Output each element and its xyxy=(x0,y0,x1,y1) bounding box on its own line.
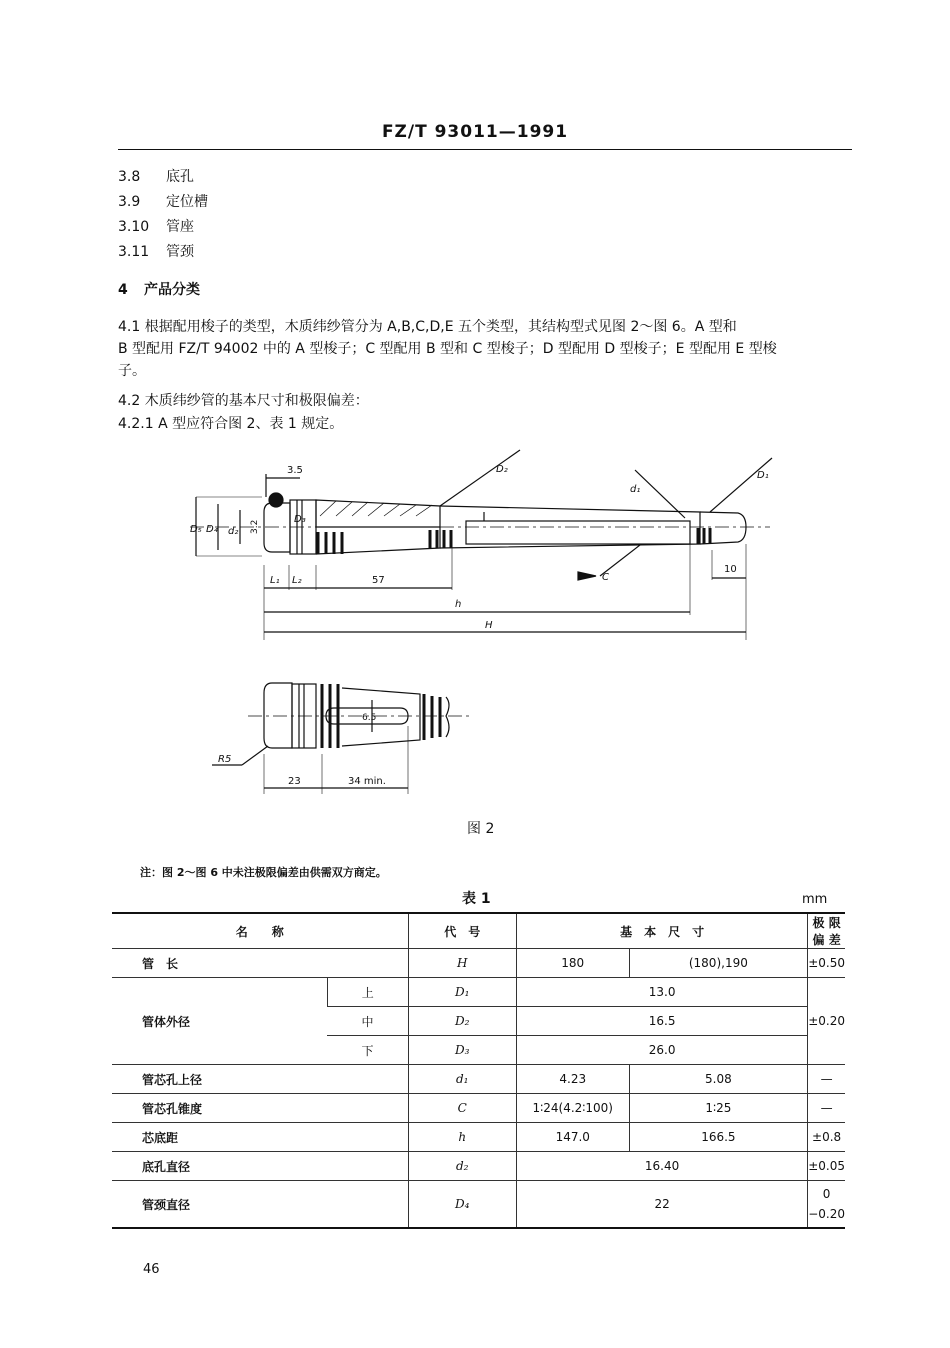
label-C: C xyxy=(602,572,609,583)
term-3-10: 3.10 管座 xyxy=(118,219,194,235)
term-3-8: 3.8 底孔 xyxy=(118,169,194,185)
label-D4: D₄ xyxy=(206,524,218,535)
paragraph-4-1-line-2: B 型配用 FZ/T 94002 中的 A 型梭子；C 型配用 B 型和 C 型梭子；D 型配用 D 型梭子；E 型配用 E 型梭 xyxy=(118,341,777,357)
figure-2-caption: 图 2 xyxy=(467,821,495,837)
label-dim-10: 10 xyxy=(724,564,737,575)
table-row: 下 D₃ 26.0 xyxy=(112,1036,845,1065)
label-dim-3-2: 3.2 xyxy=(250,519,260,534)
table-row: 底孔直径 d₂ 16.40 ±0.05 xyxy=(112,1152,845,1181)
label-d1: d₁ xyxy=(630,484,641,495)
label-h: h xyxy=(455,599,462,610)
term-3-11: 3.11 管颈 xyxy=(118,244,194,260)
label-D3: D₃ xyxy=(294,514,306,525)
label-D2: D₂ xyxy=(496,464,508,475)
label-L2: L₂ xyxy=(292,575,302,586)
label-H: H xyxy=(485,620,493,631)
header-name: 名 称 xyxy=(112,913,408,949)
paragraph-4-2-1: 4.2.1 A 型应符合图 2、表 1 规定。 xyxy=(118,416,344,432)
label-dim-6-5: 6.5 xyxy=(362,713,377,723)
paragraph-4-2: 4.2 木质纬纱管的基本尺寸和极限偏差： xyxy=(118,393,369,409)
table-1 xyxy=(112,912,845,1229)
table-row: 管芯孔上径 d₁ 4.23 5.08 — xyxy=(112,1065,845,1094)
table-row: 管 长 H 180 (180),190 ±0.50 xyxy=(112,949,845,978)
table-row: 中 D₂ 16.5 xyxy=(112,1007,845,1036)
header-tolerance: 极 限 偏 差 xyxy=(808,913,845,949)
table-1-title: 表 1 xyxy=(462,891,491,907)
label-R5: R5 xyxy=(218,754,232,765)
paragraph-4-1-line-3: 子。 xyxy=(118,363,146,379)
table-header-row xyxy=(112,913,845,949)
table-row: 管颈直径 D₄ 22 0 −0.20 xyxy=(112,1181,845,1229)
note: 注：图 2～图 6 中未注极限偏差由供需双方商定。 xyxy=(140,866,387,879)
standard-code-header: FZ/T 93011—1991 xyxy=(381,122,569,142)
label-dim-57: 57 xyxy=(372,575,385,586)
label-dim-34-min: 34 min. xyxy=(348,776,386,787)
neck-tolerance: 0 −0.20 xyxy=(808,1181,845,1229)
section-4-heading: 4 产品分类 xyxy=(118,282,200,298)
label-D5: D₅ xyxy=(190,524,202,535)
table-row: 芯底距 h 147.0 166.5 ±0.8 xyxy=(112,1123,845,1152)
label-dim-3-5: 3.5 xyxy=(287,465,303,476)
paragraph-4-1-line-1: 4.1 根据配用梭子的类型，木质纬纱管分为 A,B,C,D,E 五个类型，其结构型式见图 2～图 6。A 型和 xyxy=(118,319,737,335)
header-symbol: 代 号 xyxy=(408,913,516,949)
label-D1: D₁ xyxy=(757,470,769,481)
label-dim-23: 23 xyxy=(288,776,301,787)
label-L1: L₁ xyxy=(270,575,280,586)
table-unit: mm xyxy=(802,892,828,907)
label-d2: d₂ xyxy=(228,526,239,537)
page-number: 46 xyxy=(143,1262,160,1277)
term-3-9: 3.9 定位槽 xyxy=(118,194,208,210)
table-row: 管芯孔锥度 C 1∶24(4.2∶100) 1∶25 — xyxy=(112,1094,845,1123)
header-basic-size: 基 本 尺 寸 xyxy=(516,913,807,949)
table-row: 管体外径 上 D₁ 13.0 ±0.20 xyxy=(112,978,845,1007)
